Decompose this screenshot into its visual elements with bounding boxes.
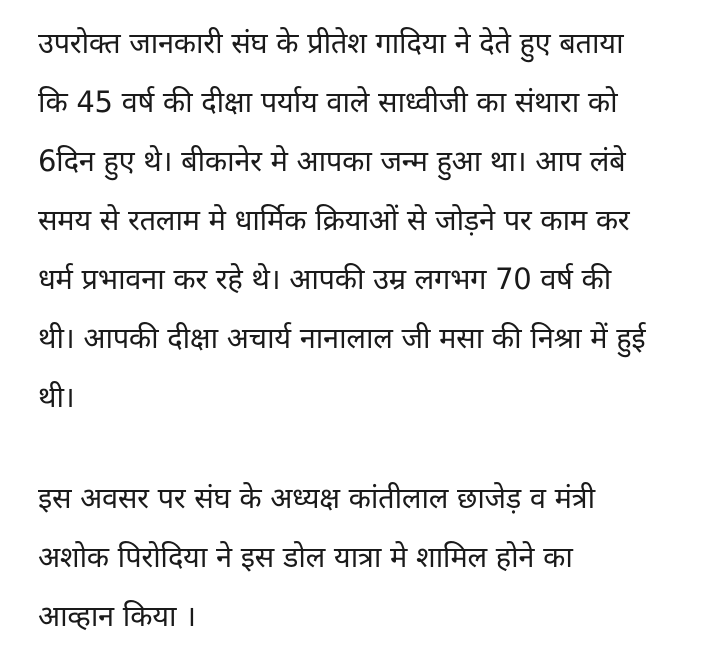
paragraph-line: आव्हान किया । xyxy=(38,599,196,633)
paragraph-line: उपरोक्त जानकारी संघ के प्रीतेश गादिया ने देते हुए बताया xyxy=(38,26,624,60)
paragraph-line: धर्म प्रभावना कर रहे थे। आपकी उम्र लगभग 70 वर्ष की xyxy=(38,262,612,296)
paragraph-line: इस अवसर पर संघ के अध्यक्ष कांतीलाल छाजेड़ व मंत्री xyxy=(38,481,595,515)
paragraph-line: थी। आपकी दीक्षा अचार्य नानालाल जी मसा की निश्रा में हुई xyxy=(38,321,646,355)
paragraph-line: अशोक पिरोदिया ने इस डोल यात्रा मे शामिल होने का xyxy=(38,540,573,574)
paragraph-1 xyxy=(38,14,706,427)
paragraph-2 xyxy=(38,469,706,646)
paragraph-line: थी। xyxy=(38,380,75,414)
paragraph-line: 6दिन हुए थे। बीकानेर मे आपका जन्म हुआ था। आप लंबे xyxy=(38,144,626,178)
article-body xyxy=(38,14,706,646)
paragraph-spacer xyxy=(38,427,706,469)
paragraph-line: समय से रतलाम मे धार्मिक क्रियाओं से जोड़ने पर काम कर xyxy=(38,203,630,237)
paragraph-line: कि 45 वर्ष की दीक्षा पर्याय वाले साध्वीजी का संथारा को xyxy=(38,85,618,119)
